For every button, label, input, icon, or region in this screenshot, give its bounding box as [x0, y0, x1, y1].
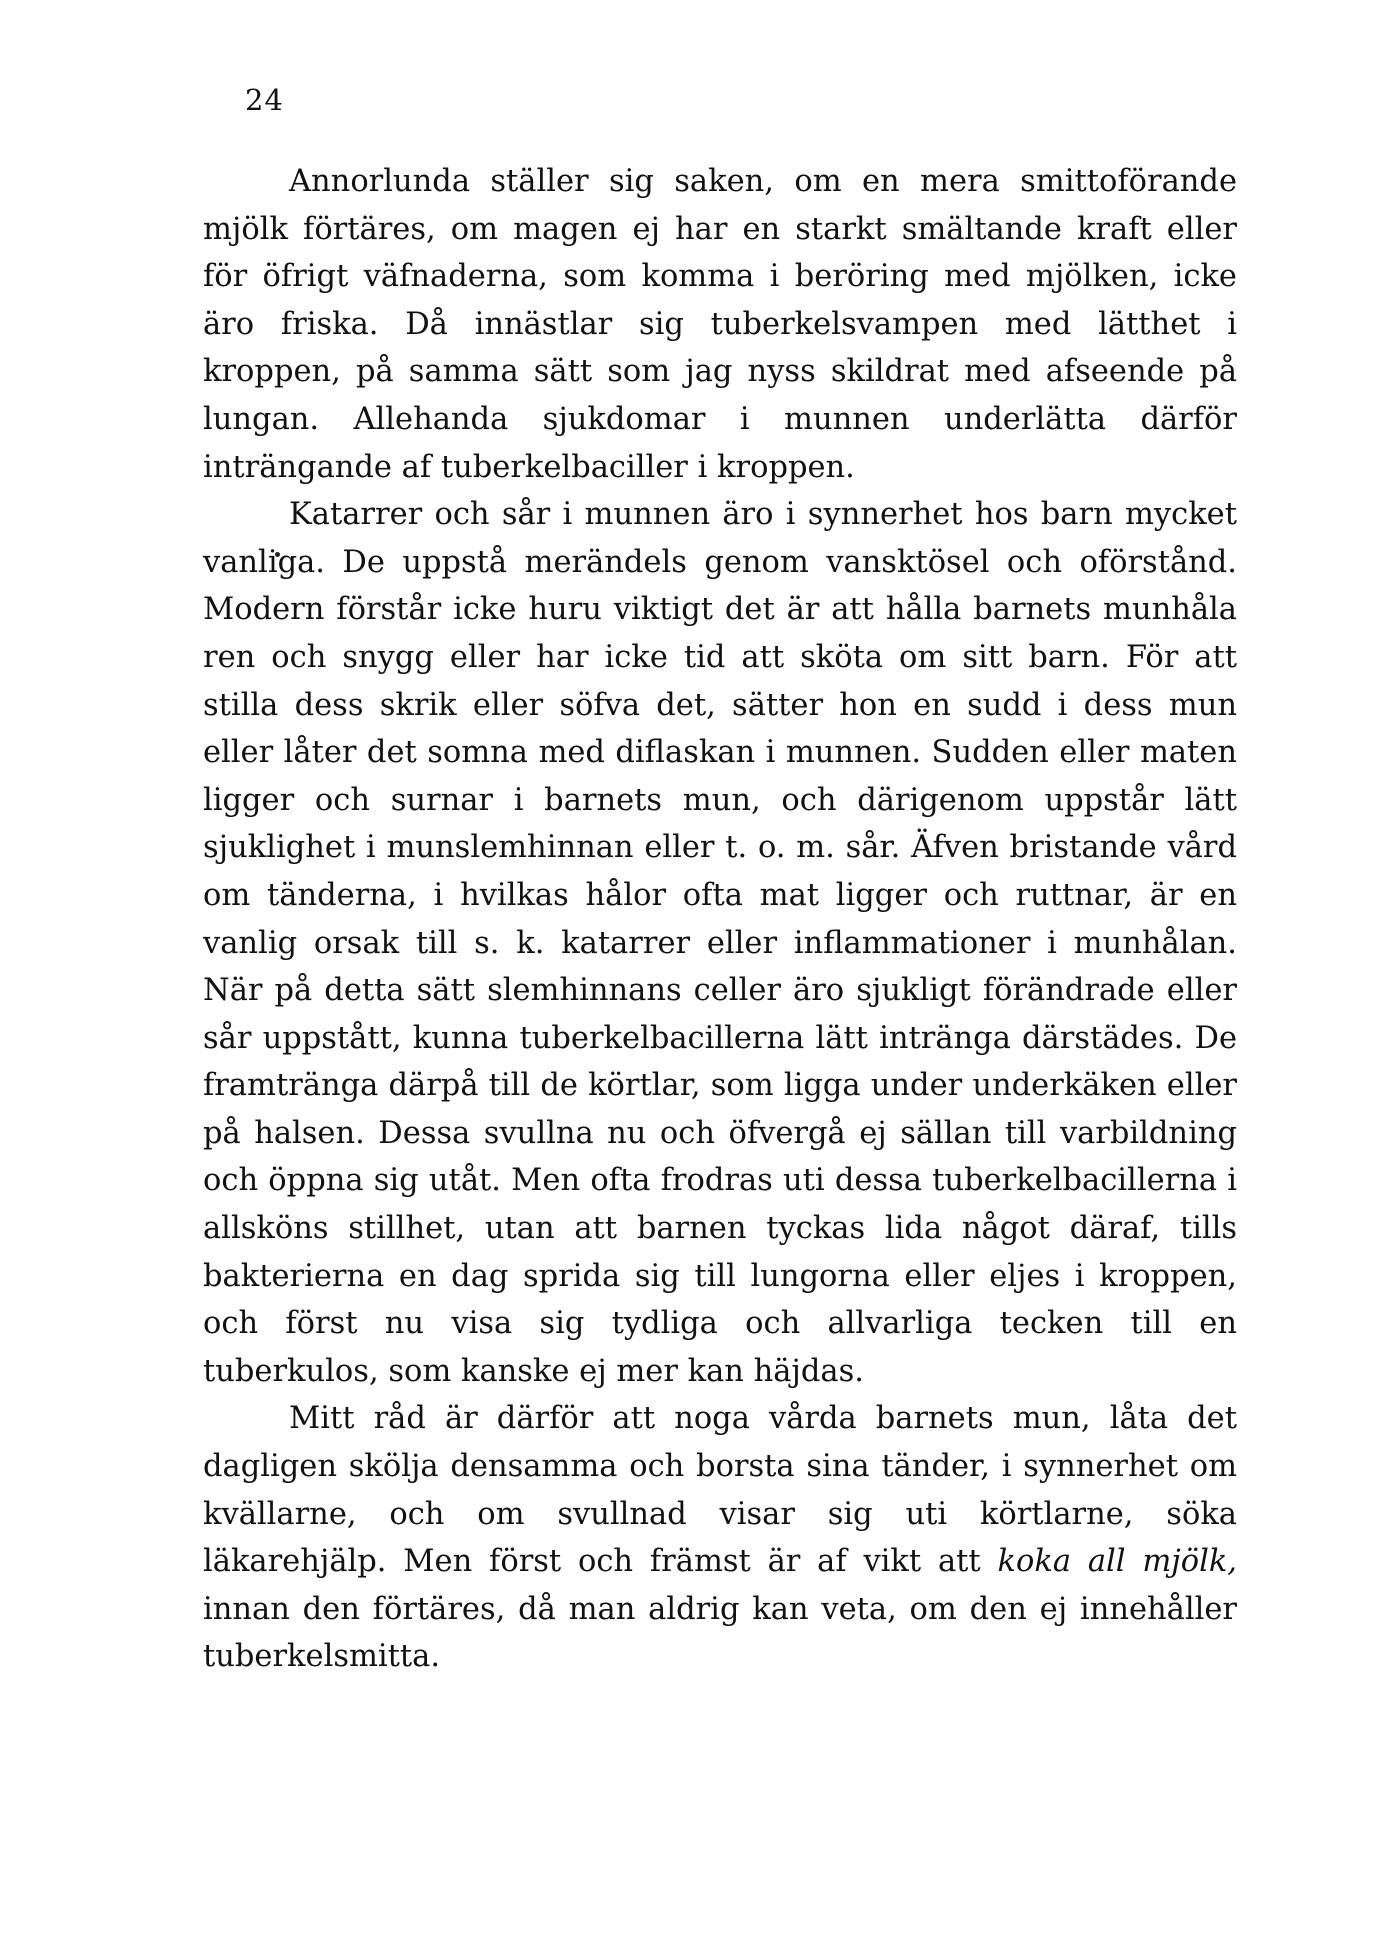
paragraph-3-emphasis: koka all mjölk,: [997, 1544, 1238, 1580]
paragraph-3-text-after: innan den förtäres, då man aldrig kan veta, om den ej innehåller tuberkelsmitta.: [203, 1591, 1237, 1675]
page-number: 24: [245, 83, 284, 117]
paragraph-3-text-before: Mitt råd är därför att noga vårda barnets mun, låta det dagligen skölja densamma och borsta sina tänder, i synnerhet om kvällarne, och om svullnad visar sig uti körtlarne, söka läkarehjälp. Men först och främst är af vikt att: [203, 1401, 1237, 1580]
body-text: [203, 158, 1237, 1681]
paragraph-3: [203, 1395, 1237, 1681]
paragraph-1: Annorlunda ställer sig saken, om en mera smittoförande mjölk förtäres, om magen ej har en starkt smältande kraft eller för öfrigt väfnaderna, som komma i beröring med mjölken, icke äro friska. Då innästlar sig tuberkelsvampen med lätthet i kroppen, på samma sätt som jag nyss skildrat med afseende på lungan. Allehanda sjukdomar i munnen underlätta därför inträngande af tuberkelbaciller i kroppen.: [203, 164, 1237, 485]
paragraph-2: Katarrer och sår i munnen äro i synnerhet hos barn mycket vanliga. De uppstå merändels genom vansktösel och oförstånd. Modern förstår icke huru viktigt det är att hålla barnets munhåla ren och snygg eller har icke tid att sköta om sitt barn. För att stilla dess skrik eller söfva det, sätter hon en sudd i dess mun eller låter det somna med diflaskan i munnen. Sudden eller maten ligger och surnar i barnets mun, och därigenom uppstår lätt sjuklighet i munslemhinnan eller t. o. m. sår. Äfven bristande vård om tänderna, i hvilkas hålor ofta mat ligger och ruttnar, är en vanlig orsak till s. k. katarrer eller inflammationer i munhålan. När på detta sätt slemhinnans celler äro sjukligt förändrade eller sår uppstått, kunna tuberkelbacillerna lätt inträngа därstädes. De framtränga därpå till de körtlar, som ligga under underkäken eller på halsen. Dessa svullna nu och öfvergå ej sällan till varbildning och öppna sig utåt. Men ofta frodras uti dessa tuberkelbacillerna i allsköns stillhet, utan att barnen tyckas lida något däraf, tills bakterierna en dag sprida sig till lungorna eller eljes i kroppen, och först nu visa sig tydliga och allvarliga tecken till en tuberkulos, som kanske ej mer kan häjdas.: [203, 497, 1237, 1389]
